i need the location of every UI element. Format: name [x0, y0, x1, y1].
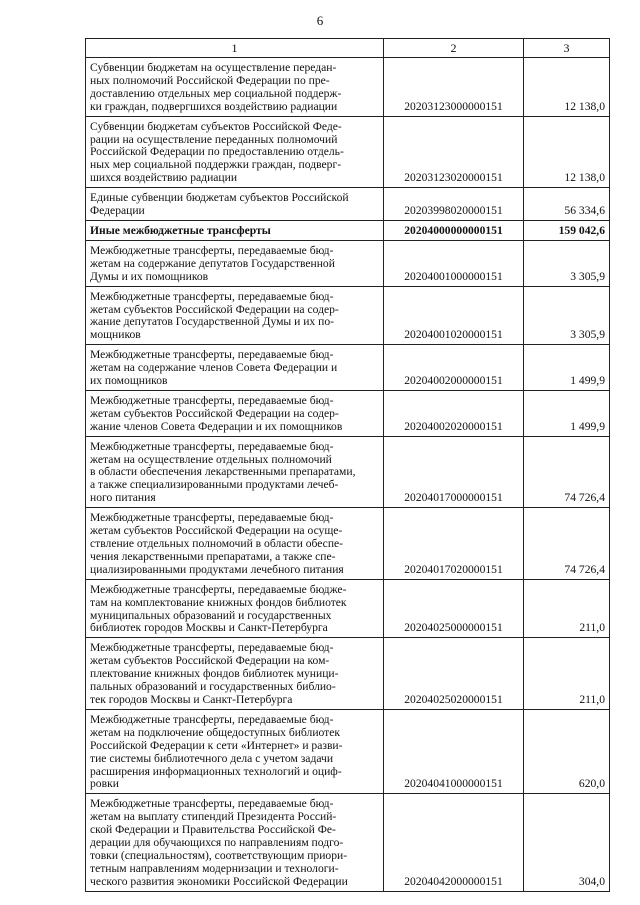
description-line: в области обеспечения лекарственными препаратами, — [90, 465, 356, 479]
description-line: рации на осуществление переданных полномочий — [90, 132, 338, 146]
description-line: жетам субъектов Российской Федерации на содер- — [90, 406, 339, 420]
row-description — [86, 794, 384, 891]
description-line: жание депутатов Государственной Думы и их по- — [90, 315, 334, 329]
description-line: жетам на выплату стипендий Президента Россий- — [90, 810, 337, 824]
table-row — [86, 116, 610, 188]
description-line: тие системы библиотечного дела с учетом задачи — [90, 751, 334, 765]
row-code: 20203123000000151 — [384, 58, 524, 117]
table-row — [86, 508, 610, 580]
table-row — [86, 638, 610, 710]
description-line: доставлению отдельных мер социальной поддерж- — [90, 86, 342, 100]
row-amount: 1 499,9 — [524, 390, 610, 436]
description-line: Межбюджетные трансферты, передаваемые бюд- — [90, 797, 334, 811]
row-description — [86, 188, 384, 221]
description-line: библиотек городов Москвы и Санкт-Петербурга — [90, 621, 328, 635]
description-line: жетам на содержание членов Совета Федерации и — [90, 361, 338, 375]
row-code: 20204041000000151 — [384, 709, 524, 793]
description-line: пальных образований и государственных библио- — [90, 680, 336, 694]
row-code: 20203123020000151 — [384, 116, 524, 188]
page-number: 6 — [316, 13, 324, 28]
description-line: ровки — [90, 777, 119, 791]
description-line: товки (специальностям), соответствующим приори- — [90, 848, 348, 862]
description-line: ного питания — [90, 491, 156, 505]
row-amount: 211,0 — [524, 638, 610, 710]
description-line: Межбюджетные трансферты, передаваемые бюд- — [90, 348, 334, 362]
row-amount: 74 726,4 — [524, 508, 610, 580]
row-amount: 1 499,9 — [524, 345, 610, 391]
description-line: Субвенции бюджетам на осуществление передан- — [90, 61, 337, 74]
description-line: жетам на подключение общедоступных библиотек — [90, 725, 341, 739]
row-code: 20204042000000151 — [384, 794, 524, 891]
description-line: ки граждан, подвергшихся воздействию радиации — [90, 99, 338, 113]
table-row — [86, 709, 610, 793]
row-description — [86, 116, 384, 188]
row-code: 20204001020000151 — [384, 286, 524, 345]
column-header-2: 2 — [384, 39, 524, 58]
row-description — [86, 638, 384, 710]
row-amount: 12 138,0 — [524, 58, 610, 117]
row-code: 20204000000000151 — [384, 220, 524, 240]
description-line: тек городов Москвы и Санкт-Петербурга — [90, 692, 293, 706]
description-line: дерации для обучающихся по направлениям подго- — [90, 836, 344, 850]
row-amount: 620,0 — [524, 709, 610, 793]
description-line: расширения информационных технологий и оциф- — [90, 764, 342, 778]
row-amount: 3 305,9 — [524, 286, 610, 345]
row-description — [86, 579, 384, 638]
description-line: Думы и их помощников — [90, 269, 209, 283]
table-row — [86, 436, 610, 508]
description-line: ных мер социальной поддержки граждан, подверг- — [90, 158, 342, 172]
column-header-3: 3 — [524, 39, 610, 58]
row-code: 20204002000000151 — [384, 345, 524, 391]
row-code: 20204001000000151 — [384, 240, 524, 286]
column-header-1: 1 — [86, 39, 384, 58]
row-description — [86, 345, 384, 391]
description-line: тетным направлениям модернизации и технологи- — [90, 861, 339, 875]
description-line: чения лекарственными препаратами, а также спе- — [90, 549, 336, 563]
description-line: их помощников — [90, 374, 168, 388]
table-row — [86, 240, 610, 286]
row-amount: 12 138,0 — [524, 116, 610, 188]
description-line: шихся воздействию радиации — [90, 171, 238, 185]
row-amount: 159 042,6 — [524, 220, 610, 240]
description-line: ствление отдельных полномочий в области обеспе- — [90, 537, 344, 550]
row-code: 20203998020000151 — [384, 188, 524, 221]
table-header-row — [86, 39, 610, 58]
row-code: 20204017020000151 — [384, 508, 524, 580]
description-line: Межбюджетные трансферты, передаваемые бюд- — [90, 243, 334, 257]
description-line: Единые субвенции бюджетам субъектов Российской — [90, 191, 349, 205]
description-line: ных полномочий Российской Федерации по пре- — [90, 73, 330, 87]
description-line: ской Федерации и Правительства Российской Фе- — [90, 823, 336, 837]
table-row — [86, 286, 610, 345]
row-description — [86, 240, 384, 286]
description-line: циализированными продуктами лечебного питания — [90, 562, 344, 576]
description-line: плектование книжных фондов библиотек муници- — [90, 667, 339, 681]
row-amount: 3 305,9 — [524, 240, 610, 286]
description-line: жание членов Совета Федерации и их помощников — [90, 419, 343, 433]
description-line: жетам на осуществление отдельных полномочий — [90, 452, 332, 466]
row-description — [86, 58, 384, 117]
row-code: 20204017000000151 — [384, 436, 524, 508]
description-line: Межбюджетные трансферты, передаваемые бюд- — [90, 641, 334, 655]
row-description — [86, 436, 384, 508]
row-description — [86, 709, 384, 793]
table-row — [86, 220, 610, 240]
description-line: Межбюджетные трансферты, передаваемые бюдже- — [90, 582, 347, 596]
row-code: 20204025000000151 — [384, 579, 524, 638]
row-amount: 56 334,6 — [524, 188, 610, 221]
row-description — [86, 220, 384, 240]
row-code: 20204025020000151 — [384, 638, 524, 710]
description-line: Межбюджетные трансферты, передаваемые бюд- — [90, 712, 334, 726]
description-line: мощников — [90, 328, 141, 342]
description-line: там на комплектование книжных фондов библиотек — [90, 595, 347, 609]
description-line: Межбюджетные трансферты, передаваемые бюд- — [90, 511, 334, 525]
row-description — [86, 390, 384, 436]
description-line: Иные межбюджетные трансферты — [90, 223, 271, 237]
description-line: муниципальных образований и государственных — [90, 608, 332, 622]
table-row — [86, 58, 610, 117]
row-code: 20204002020000151 — [384, 390, 524, 436]
description-line: Субвенции бюджетам субъектов Российской Феде- — [90, 119, 342, 133]
description-line: жетам субъектов Российской Федерации на ком- — [90, 654, 330, 668]
description-line: а также специализированными продуктами лечеб- — [90, 478, 339, 492]
description-line: Федерации — [90, 204, 145, 218]
description-line: жетам субъектов Российской Федерации на содер- — [90, 302, 339, 316]
description-line: Межбюджетные трансферты, передаваемые бюд- — [90, 289, 334, 303]
table-row — [86, 579, 610, 638]
description-line: жетам субъектов Российской Федерации на осуще- — [90, 524, 343, 538]
row-description — [86, 508, 384, 580]
description-line: жетам на содержание депутатов Государственной — [90, 256, 335, 270]
table-row — [86, 794, 610, 891]
row-amount: 74 726,4 — [524, 436, 610, 508]
row-description — [86, 286, 384, 345]
description-line: Межбюджетные трансферты, передаваемые бюд- — [90, 393, 334, 407]
table-row — [86, 390, 610, 436]
description-line: Российской Федерации по предоставлению отдель- — [90, 145, 344, 159]
description-line: Межбюджетные трансферты, передаваемые бюд- — [90, 439, 334, 453]
budget-table — [85, 38, 610, 892]
table-row — [86, 345, 610, 391]
row-amount: 211,0 — [524, 579, 610, 638]
row-amount: 304,0 — [524, 794, 610, 891]
description-line: Российской Федерации к сети «Интернет» и разви- — [90, 738, 343, 752]
table-row — [86, 188, 610, 221]
description-line: ческого развития экономики Российской Федерации — [90, 874, 348, 888]
